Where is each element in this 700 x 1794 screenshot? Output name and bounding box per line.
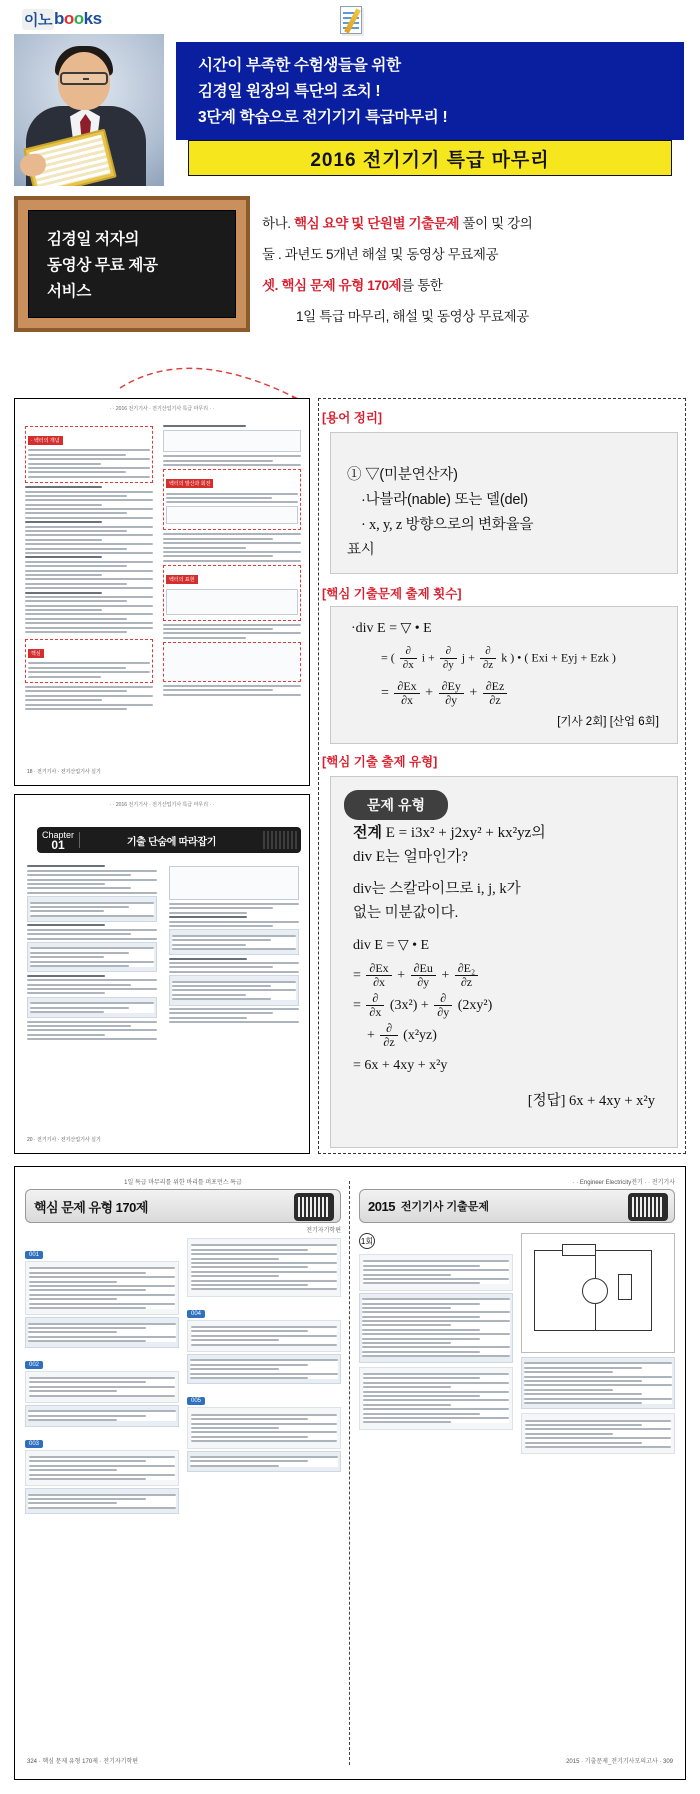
- scan1-section-label-1: · 벡터의 개념: [28, 436, 63, 445]
- bottom-left-kicker: 1일 특급 마무리를 위한 바리틀 퍼포먼스 특급: [124, 1180, 242, 1186]
- term-definition-box: [330, 432, 678, 574]
- term-line-4: 표시: [347, 542, 375, 558]
- problem-solution-text: div는 스칼라이므로 i, j, k가 없는 미분값이다.: [353, 881, 521, 921]
- annotation-frequency-label: [핵심 기출문제 출제 횟수]: [322, 584, 462, 602]
- feature-item-4: [262, 301, 686, 332]
- question-id: 003: [25, 1440, 43, 1448]
- feature-item-1: [262, 208, 686, 239]
- bottom-left-page-number: 324 · 핵심 문제 유형 170제 · 전기자기학편: [27, 1759, 139, 1765]
- question-id: 002: [25, 1361, 43, 1369]
- problem-type-box: [330, 776, 678, 1148]
- bottom-left-title-pill: [25, 1189, 341, 1223]
- feature-item-3-highlight: 핵심 문제 유형 170제: [281, 278, 402, 293]
- blackboard-frame: [14, 196, 250, 332]
- bottom-right-page-number: 2015 · 기출문제_전기기사모의고사 · 309: [566, 1759, 673, 1765]
- document-pencil-icon: [332, 2, 370, 38]
- blackboard-line-3: 서비스: [47, 283, 92, 300]
- scan1-section-label-2: 벡터의 발산과 회전: [166, 479, 213, 488]
- freq-eq-head: ·div E = ▽ • E: [351, 621, 432, 636]
- question-block: [25, 1353, 179, 1427]
- product-title: 2016 전기기기 특급 마무리: [310, 149, 550, 171]
- scan1-page-number: 18 · 전기기사 · 전기산업기사 실기: [27, 769, 101, 775]
- chapter-header: [37, 827, 301, 853]
- problem-question: 전계 E = i3x² + j2xy² + kx²yz의 div E는 얼마인가?: [353, 825, 546, 865]
- book-scan-panel-2: [14, 794, 310, 1154]
- feature-item-1-rest: 풀이 및 강의: [459, 216, 533, 231]
- scan2-page-number: 20 · 전기기사 · 전기산업기사 실기: [27, 1137, 101, 1143]
- question-block: [25, 1243, 179, 1348]
- annotation-type-label: [핵심 기출 출제 유형]: [322, 752, 437, 770]
- problem-eq-2: = $\frac{\partial Ex}{\partial x}$ + $\frac{\partial Eu}{\partial y}$ + $\frac{\text{∂E₂}}{\partial z}$: [353, 961, 677, 991]
- blackboard-line-1: 김경일 저자의: [47, 231, 140, 248]
- feature-item-1-highlight: 핵심 요약 및 단원별 기출문제: [294, 216, 460, 231]
- term-line-3: · x, y, z 방향으로의 변화율을: [361, 517, 534, 533]
- problem-type-badge: 문제 유형: [344, 790, 448, 820]
- scan1-section-label-3: 벡터의 표현: [166, 575, 198, 584]
- headline-banner: [176, 42, 684, 140]
- logo-ino-text: 이노: [22, 9, 54, 30]
- freq-eq-line-2: = ( $\frac{\partial}{\partial x}$ i + $\frac{\partial}{\partial y}$ j + $\frac{\partial}{\partial z}$ k ) • ( Exi + Eyj + Ezk ): [381, 645, 616, 671]
- question-block: [187, 1302, 341, 1385]
- problem-equations: [353, 931, 677, 1081]
- chapter-number: Chapter 01: [41, 830, 75, 852]
- headline-line-3: 3단계 학습으로 전기기기 특급마무리 !: [198, 109, 448, 126]
- chapter-title: 기출 단숨에 따라잡기: [126, 836, 217, 848]
- circuit-diagram: [521, 1233, 675, 1353]
- instructor-photo: [14, 34, 164, 186]
- freq-source: [기사 2회] [산업 6회]: [557, 716, 659, 728]
- page-header: [0, 0, 700, 190]
- feature-item-2: [262, 239, 686, 270]
- feature-item-1-number: 하나.: [262, 216, 291, 231]
- brand-logo: [22, 6, 132, 32]
- round-label: 1회: [359, 1233, 375, 1249]
- bottom-left-page: [25, 1177, 341, 1767]
- headline-line-1: 시간이 부족한 수험생들을 위한: [198, 57, 401, 74]
- problem-answer: [정답] 6x + 4xy + x²y: [527, 1093, 655, 1109]
- blackboard-line-2: 동영상 무료 제공: [47, 257, 158, 274]
- bottom-left-subbadge: 전기자기학편: [306, 1228, 341, 1234]
- chapter-dots-icon: [263, 831, 297, 849]
- problem-eq-1: div E = ▽ • E: [353, 938, 430, 953]
- feature-item-2-number: 둘 .: [262, 247, 282, 262]
- feature-item-3: [262, 270, 686, 301]
- question-id: 004: [187, 1310, 205, 1318]
- term-line-1: ① ▽(미분연산자): [347, 467, 458, 483]
- feature-item-4-rest: 1일 특급 마무리, 해설 및 동영상 무료제공: [296, 309, 529, 324]
- bottom-right-year: 2015: [368, 1198, 395, 1214]
- bottom-right-title-pill: [359, 1189, 675, 1223]
- bottom-right-page: [359, 1177, 675, 1767]
- question-id: 001: [25, 1251, 43, 1259]
- book-page-scan-2: [21, 801, 303, 1147]
- feature-item-3-rest: 를 통한: [401, 278, 443, 293]
- feature-list: [262, 208, 686, 338]
- problem-eq-3: = $\frac{\partial}{\partial x}$ (3x²) + $\frac{\partial}{\partial y}$ (2xy²): [353, 991, 493, 1020]
- problem-eq-4: + $\frac{\partial}{\partial z}$ (x²yz): [367, 1021, 437, 1050]
- frequency-formula-box: [330, 606, 678, 744]
- feature-item-2-rest: 과년도 5개년 해설 및 동영상 무료제공: [284, 247, 499, 262]
- running-head-2: · · 2016 전기기사 · 전기산업기사 특급 마무리 · ·: [109, 802, 215, 808]
- problem-eq-5: = 6x + 4xy + x²y: [353, 1058, 448, 1073]
- bottom-left-title: 핵심 문제 유형 170제: [34, 1199, 148, 1215]
- book-scan-panel-1: [14, 398, 310, 786]
- running-head-1: · · 2016 전기기사 · 전기산업기사 특급 마무리 · ·: [109, 406, 215, 412]
- book-page-scan-1: · · 2016 전기기사 · 전기산업기사 특급 마무리 · · · 벡터의 개념 핵심 벡터의 발산과 회전 벡터의 표현 18 · 전기기사 · 전기산업기사 실기: [21, 405, 303, 779]
- bottom-panel-divider: [349, 1181, 350, 1765]
- question-id: 005: [187, 1397, 205, 1405]
- term-line-2: ·나블라(nable) 또는 델(del): [361, 492, 528, 508]
- logo-books-text: books: [53, 9, 102, 28]
- bottom-scan-panel: [14, 1166, 686, 1780]
- blackboard: [28, 210, 236, 318]
- question-block: [359, 1254, 513, 1291]
- bottom-left-qr-icon: [294, 1193, 334, 1221]
- freq-eq-line-3: = $\frac{\partial Ex}{\partial x}$ + $\frac{\partial Ey}{\partial y}$ + $\frac{\partial Ez}{\partial z}$: [351, 680, 677, 707]
- bottom-right-kicker: · · Engineer Electricity전기 · · 전기기사: [572, 1180, 675, 1186]
- bottom-right-title: 전기기사 기출문제: [400, 1201, 489, 1213]
- product-title-banner: [188, 140, 672, 176]
- feature-item-3-number: 셋.: [262, 278, 278, 293]
- headline-line-2: 김경일 원장의 특단의 조치 !: [198, 83, 381, 100]
- question-block: [187, 1389, 341, 1472]
- question-block: [25, 1432, 179, 1515]
- annotation-term-label: [용어 정리]: [322, 408, 382, 426]
- bottom-right-qr-icon: [628, 1193, 668, 1221]
